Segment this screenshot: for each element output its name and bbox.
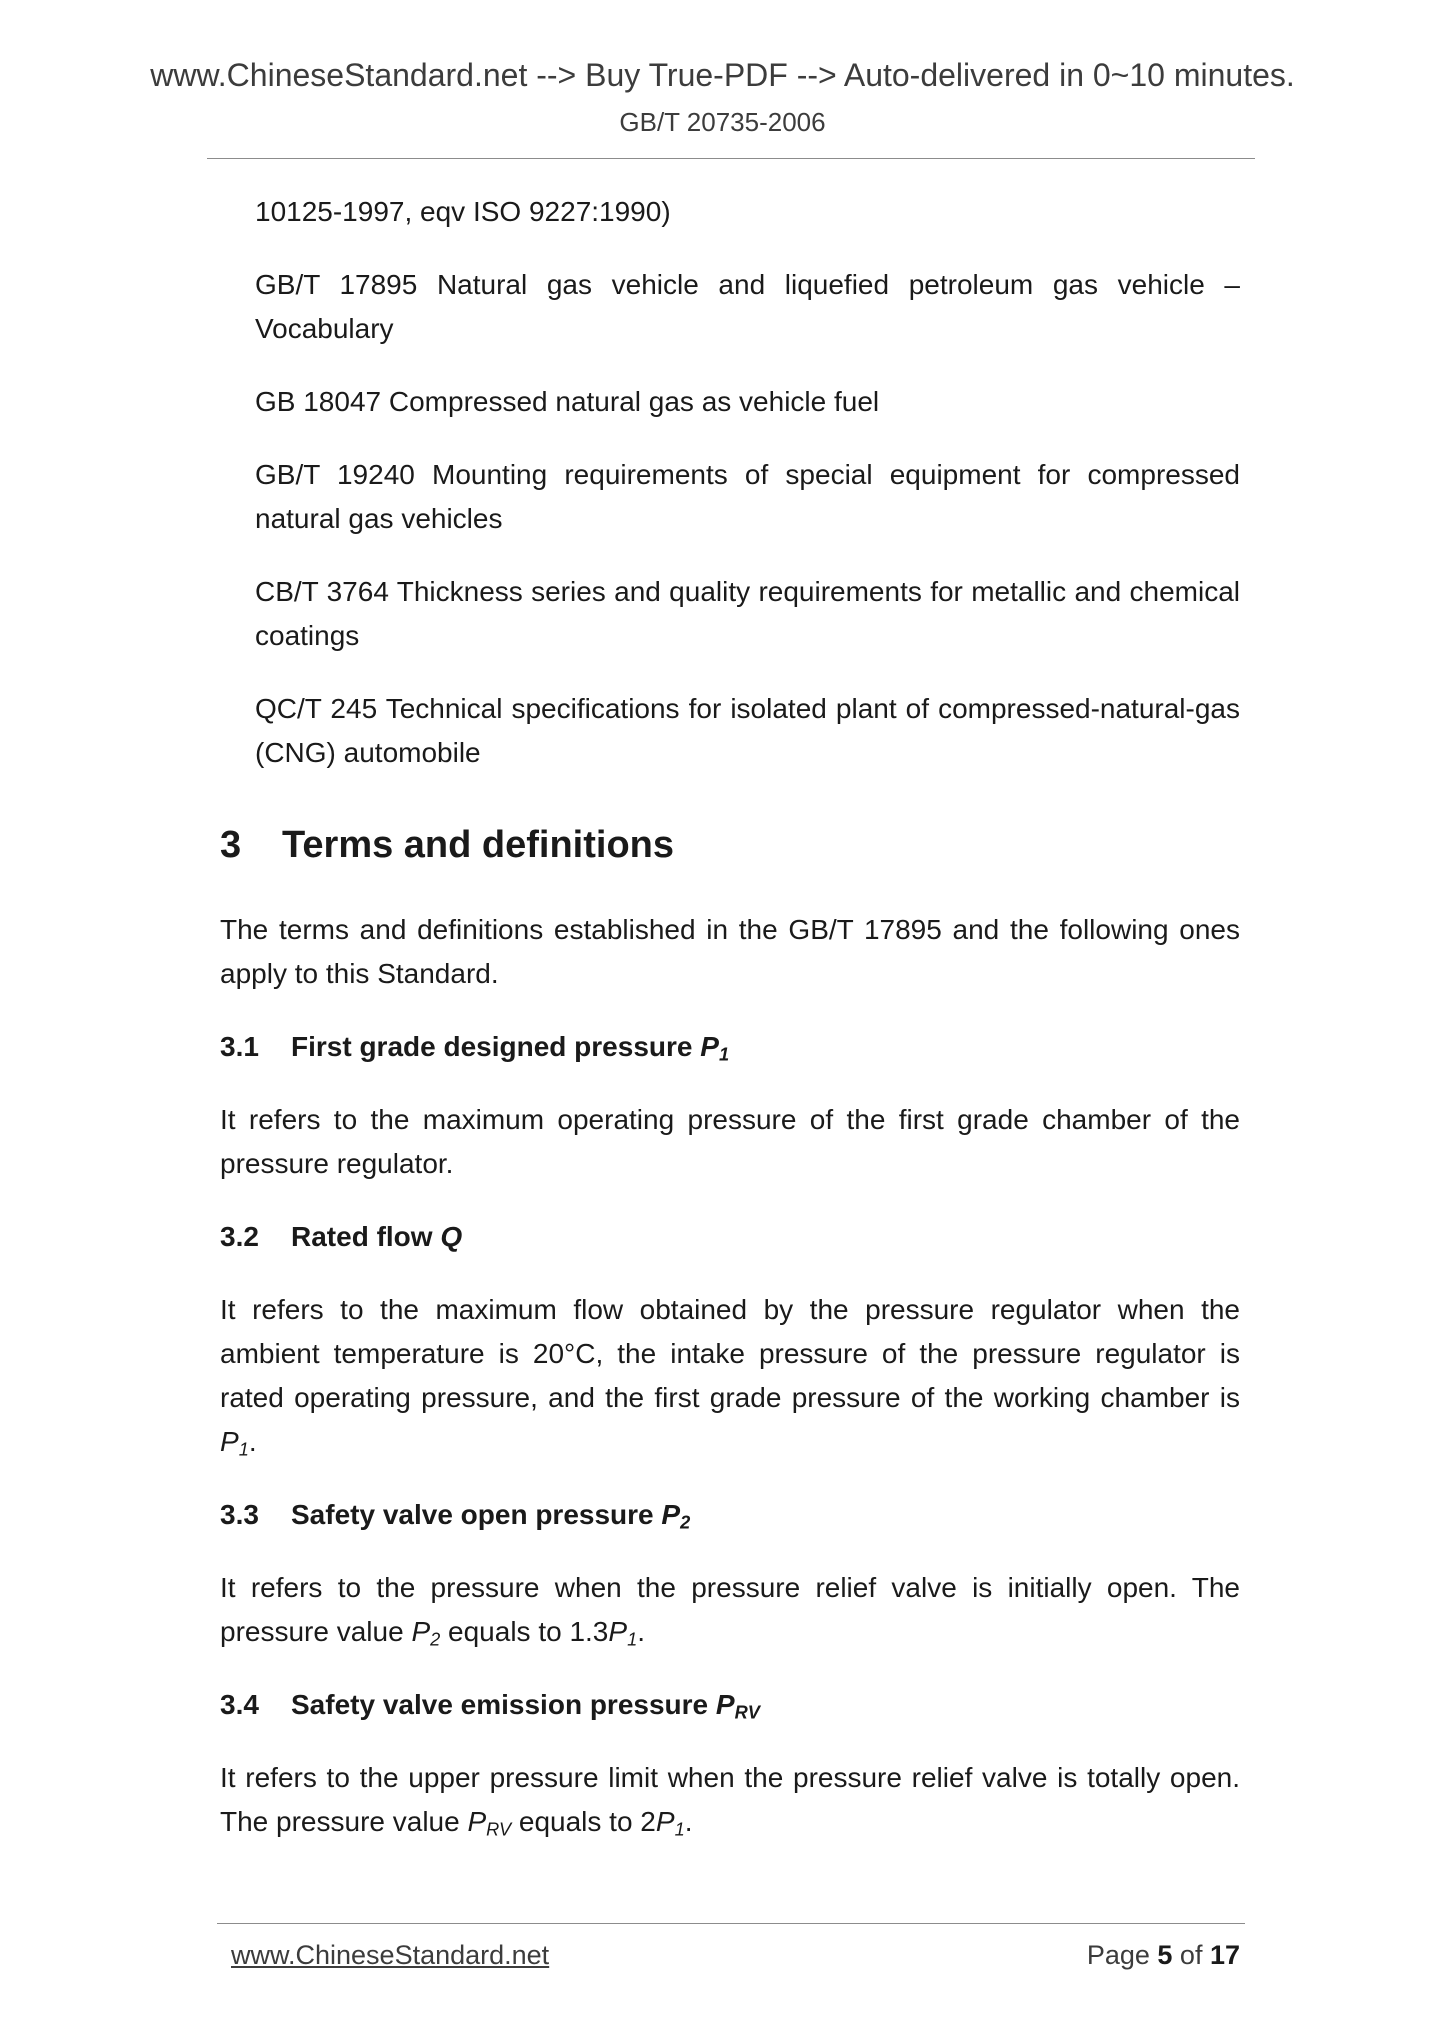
symbol-subscript: 2 [680, 1512, 691, 1533]
symbol-subscript: 2 [430, 1629, 441, 1650]
definition-text: It refers to the pressure when the pressure relief valve is initially open. The pressure value [220, 1572, 1240, 1647]
definition-text: . [637, 1616, 645, 1647]
reference-item: GB/T 17895 Natural gas vehicle and liquefied petroleum gas vehicle – Vocabulary [255, 269, 1240, 344]
symbol: P [220, 1426, 239, 1457]
page-label: Page [1086, 1940, 1158, 1970]
definition-3-1: It refers to the maximum operating pressure of the first grade chamber of the pressure regulator. [220, 1104, 1240, 1179]
footer-site-link[interactable]: www.ChineseStandard.net [231, 1940, 550, 1970]
definition-text: It refers to the maximum flow obtained by the pressure regulator when the ambient temperature is 20°C, the intake pressure of the pressure regulator is rated operating pressure, and the first grade pressure of the working chamber is [220, 1294, 1240, 1413]
symbol-subscript: 1 [674, 1819, 685, 1840]
subsection-heading-3-4 [220, 1683, 1240, 1727]
section-title: Terms and definitions [282, 824, 675, 866]
page-total: 17 [1209, 1940, 1240, 1970]
subsection-heading-3-3 [220, 1493, 1240, 1537]
symbol: Q [440, 1221, 463, 1252]
symbol: P [661, 1499, 681, 1530]
symbol-subscript: 1 [718, 1044, 730, 1065]
symbol-subscript: 1 [627, 1629, 638, 1650]
subsection-number: 3.1 [220, 1031, 259, 1062]
page-current: 5 [1157, 1940, 1173, 1970]
section-intro: The terms and definitions established in the GB/T 17895 and the following ones apply to this Standard. [220, 914, 1240, 989]
symbol: P [411, 1616, 431, 1647]
symbol-subscript: RV [734, 1702, 760, 1723]
symbol: P [655, 1806, 675, 1837]
symbol: P [715, 1689, 735, 1720]
reference-item: GB/T 19240 Mounting requirements of special equipment for compressed natural gas vehicles [255, 459, 1240, 534]
definition-text: It refers to the upper pressure limit when the pressure relief valve is totally open. The pressure value [220, 1762, 1240, 1837]
reference-item: QC/T 245 Technical specifications for isolated plant of compressed-natural-gas (CNG) automobile [255, 693, 1240, 768]
subsection-heading-3-2 [220, 1215, 1240, 1259]
definition-text: equals to 2 [511, 1806, 656, 1837]
definition-text: . [684, 1806, 693, 1837]
header-divider [207, 158, 1255, 159]
section-heading [220, 820, 1240, 870]
section-number: 3 [220, 824, 242, 866]
page-of-label: of [1172, 1940, 1210, 1970]
subsection-title: Safety valve open pressure [291, 1499, 662, 1530]
definition-text: . [248, 1426, 257, 1457]
page-indicator [1087, 1940, 1240, 1971]
header-banner: www.ChineseStandard.net --> Buy True-PDF --> Auto-delivered in 0~10 minutes. [150, 57, 1295, 93]
symbol-subscript: 1 [238, 1439, 249, 1460]
subsection-number: 3.2 [220, 1221, 259, 1252]
subsection-title: Rated flow [291, 1221, 441, 1252]
symbol: P [467, 1806, 487, 1837]
subsection-title: First grade designed pressure [291, 1031, 701, 1062]
subsection-title: Safety valve emission pressure [291, 1689, 716, 1720]
symbol-subscript: RV [486, 1819, 512, 1840]
subsection-number: 3.3 [220, 1499, 259, 1530]
reference-item: 10125-1997, eqv ISO 9227:1990) [255, 196, 671, 227]
subsection-heading-3-1 [220, 1025, 1240, 1069]
symbol: P [608, 1616, 628, 1647]
standard-id: GB/T 20735-2006 [619, 107, 826, 137]
normative-references-list [255, 190, 1240, 804]
reference-item: GB 18047 Compressed natural gas as vehicle fuel [255, 386, 880, 417]
symbol: P [700, 1031, 719, 1062]
footer-divider [217, 1923, 1245, 1924]
definition-text: equals to 1.3 [440, 1616, 609, 1647]
reference-item: CB/T 3764 Thickness series and quality requirements for metallic and chemical coatings [255, 576, 1240, 651]
subsection-number: 3.4 [220, 1689, 259, 1720]
definition-3-2 [220, 1288, 1240, 1464]
section-terms-and-definitions [220, 820, 1240, 1873]
definition-3-3 [220, 1566, 1240, 1654]
definition-3-4 [220, 1756, 1240, 1844]
